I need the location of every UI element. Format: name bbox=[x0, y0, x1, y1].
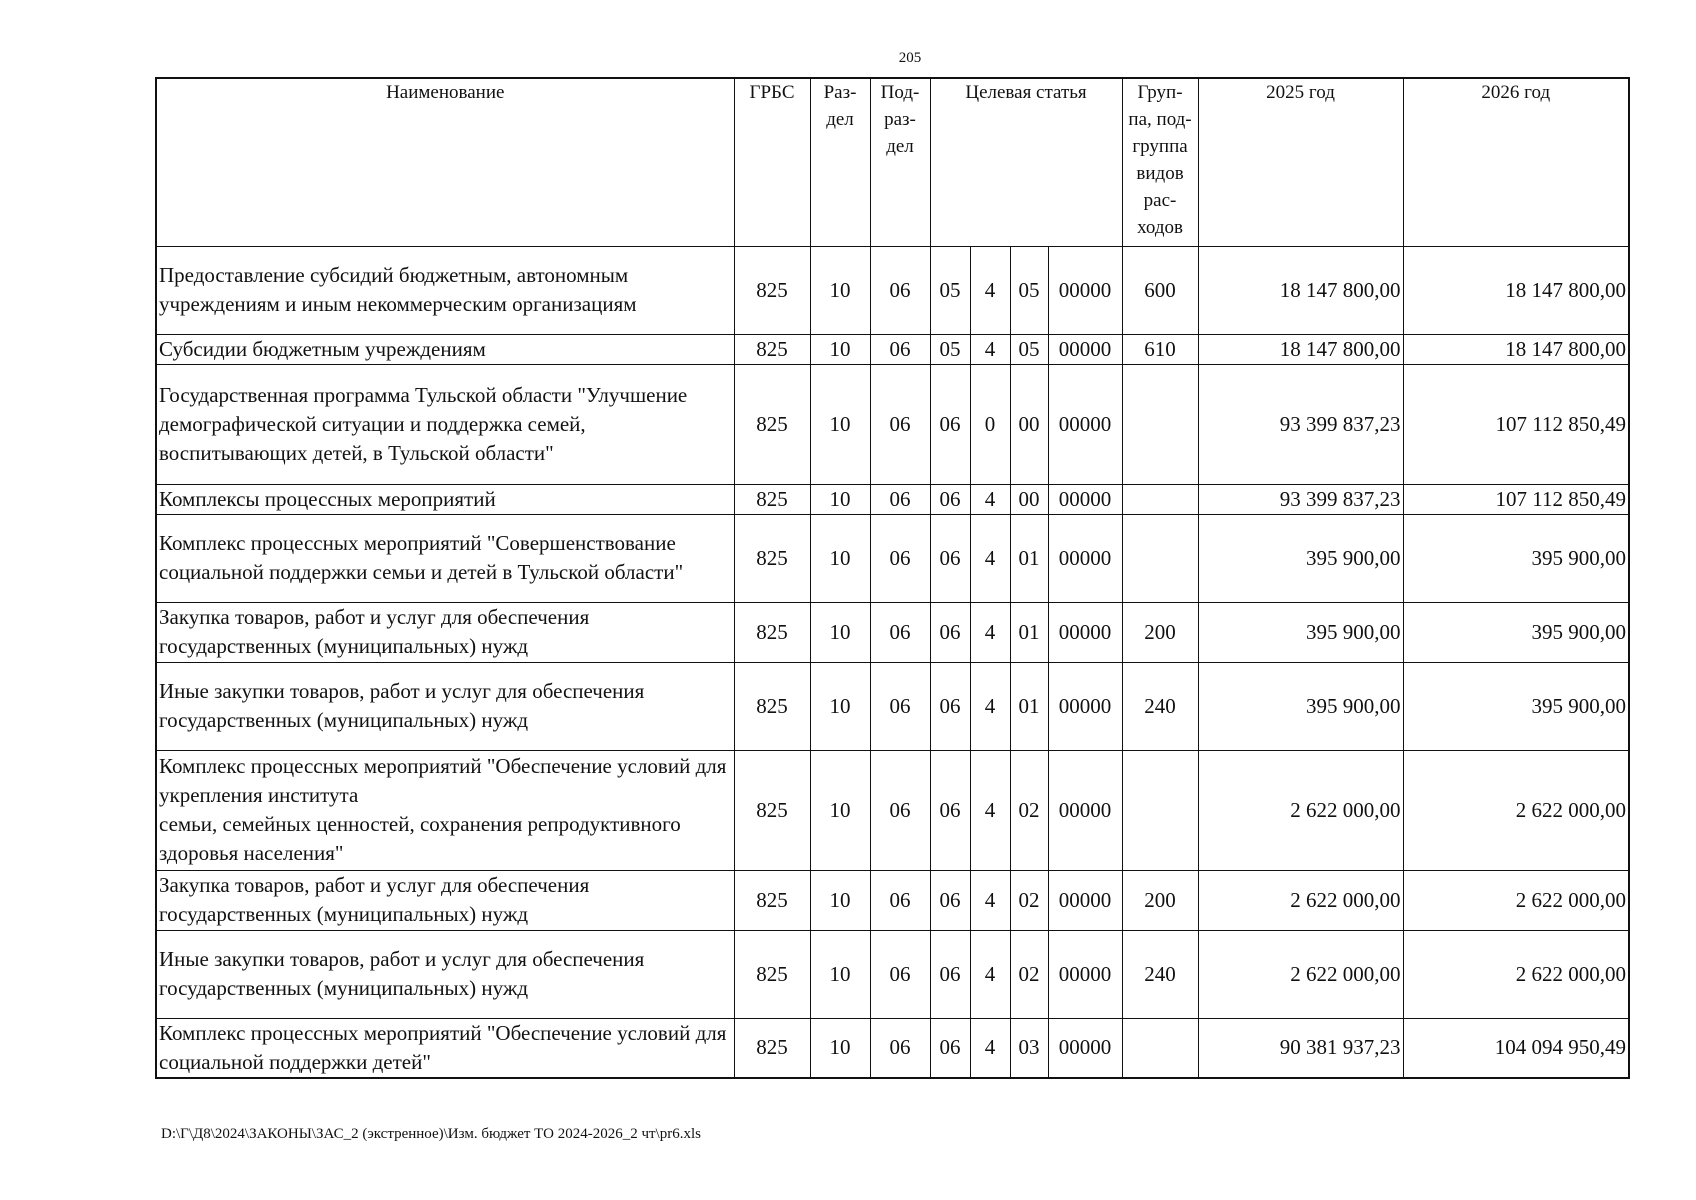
row-target-type: 4 bbox=[970, 484, 1010, 514]
row-target-type: 0 bbox=[970, 364, 1010, 484]
row-amount-2025: 2 622 000,00 bbox=[1198, 930, 1403, 1018]
table-row bbox=[156, 870, 1629, 930]
row-target-subprogram: 00 bbox=[1010, 484, 1048, 514]
row-name: Иные закупки товаров, работ и услуг для обеспечения государственных (муниципальных) нужд bbox=[156, 662, 734, 750]
row-name: Закупка товаров, работ и услуг для обеспечения государственных (муниципальных) нужд bbox=[156, 602, 734, 662]
row-amount-2025: 93 399 837,23 bbox=[1198, 364, 1403, 484]
table-row bbox=[156, 514, 1629, 602]
row-amount-2026: 104 094 950,49 bbox=[1403, 1018, 1629, 1078]
row-target-type: 4 bbox=[970, 870, 1010, 930]
row-target-type: 4 bbox=[970, 334, 1010, 364]
row-podrazdel: 06 bbox=[870, 662, 930, 750]
row-amount-2026: 107 112 850,49 bbox=[1403, 364, 1629, 484]
table-row bbox=[156, 246, 1629, 334]
row-target-subprogram: 03 bbox=[1010, 1018, 1048, 1078]
row-razdel: 10 bbox=[810, 750, 870, 870]
row-amount-2026: 2 622 000,00 bbox=[1403, 870, 1629, 930]
row-expense-group: 610 bbox=[1122, 334, 1198, 364]
row-grbs: 825 bbox=[734, 334, 810, 364]
row-target-program: 06 bbox=[930, 1018, 970, 1078]
row-grbs: 825 bbox=[734, 514, 810, 602]
row-expense-group: 200 bbox=[1122, 870, 1198, 930]
header-grbs: ГРБС bbox=[734, 78, 810, 246]
row-amount-2025: 90 381 937,23 bbox=[1198, 1018, 1403, 1078]
row-target-direction: 00000 bbox=[1048, 334, 1122, 364]
row-podrazdel: 06 bbox=[870, 930, 930, 1018]
row-amount-2025: 93 399 837,23 bbox=[1198, 484, 1403, 514]
row-target-program: 05 bbox=[930, 334, 970, 364]
row-name: Комплекс процессных мероприятий "Обеспечение условий для укрепления института семьи, семейных ценностей, сохранения репродуктивного здоровья населения" bbox=[156, 750, 734, 870]
row-target-subprogram: 05 bbox=[1010, 246, 1048, 334]
row-name: Субсидии бюджетным учреждениям bbox=[156, 334, 734, 364]
row-expense-group: 600 bbox=[1122, 246, 1198, 334]
row-target-type: 4 bbox=[970, 1018, 1010, 1078]
budget-table bbox=[155, 77, 1630, 1079]
row-amount-2025: 2 622 000,00 bbox=[1198, 870, 1403, 930]
row-target-program: 06 bbox=[930, 662, 970, 750]
row-razdel: 10 bbox=[810, 334, 870, 364]
row-name: Комплекс процессных мероприятий "Совершенствование социальной поддержки семьи и детей в Тульской области" bbox=[156, 514, 734, 602]
row-podrazdel: 06 bbox=[870, 870, 930, 930]
row-podrazdel: 06 bbox=[870, 750, 930, 870]
row-grbs: 825 bbox=[734, 750, 810, 870]
row-grbs: 825 bbox=[734, 484, 810, 514]
row-target-type: 4 bbox=[970, 246, 1010, 334]
row-razdel: 10 bbox=[810, 930, 870, 1018]
row-expense-group bbox=[1122, 484, 1198, 514]
row-name: Закупка товаров, работ и услуг для обеспечения государственных (муниципальных) нужд bbox=[156, 870, 734, 930]
table-row bbox=[156, 750, 1629, 870]
row-amount-2026: 18 147 800,00 bbox=[1403, 334, 1629, 364]
row-target-program: 05 bbox=[930, 246, 970, 334]
row-grbs: 825 bbox=[734, 246, 810, 334]
row-grbs: 825 bbox=[734, 364, 810, 484]
row-target-direction: 00000 bbox=[1048, 1018, 1122, 1078]
header-podrazdel: Под- раз- дел bbox=[870, 78, 930, 246]
row-podrazdel: 06 bbox=[870, 514, 930, 602]
row-grbs: 825 bbox=[734, 602, 810, 662]
row-name: Предоставление субсидий бюджетным, автономным учреждениям и иным некоммерческим организациям bbox=[156, 246, 734, 334]
row-amount-2026: 107 112 850,49 bbox=[1403, 484, 1629, 514]
table-row bbox=[156, 334, 1629, 364]
row-target-subprogram: 01 bbox=[1010, 662, 1048, 750]
row-target-program: 06 bbox=[930, 930, 970, 1018]
row-name: Государственная программа Тульской области "Улучшение демографической ситуации и поддержка семей, воспитывающих детей, в Тульской области" bbox=[156, 364, 734, 484]
table-row bbox=[156, 602, 1629, 662]
row-target-type: 4 bbox=[970, 602, 1010, 662]
row-amount-2025: 18 147 800,00 bbox=[1198, 246, 1403, 334]
row-expense-group bbox=[1122, 750, 1198, 870]
row-podrazdel: 06 bbox=[870, 334, 930, 364]
row-target-direction: 00000 bbox=[1048, 514, 1122, 602]
row-expense-group bbox=[1122, 1018, 1198, 1078]
header-year-2025: 2025 год bbox=[1198, 78, 1403, 246]
row-grbs: 825 bbox=[734, 1018, 810, 1078]
row-podrazdel: 06 bbox=[870, 364, 930, 484]
table-header-row bbox=[156, 78, 1629, 246]
row-target-type: 4 bbox=[970, 750, 1010, 870]
row-target-subprogram: 02 bbox=[1010, 870, 1048, 930]
row-razdel: 10 bbox=[810, 364, 870, 484]
row-amount-2026: 395 900,00 bbox=[1403, 662, 1629, 750]
table-row bbox=[156, 484, 1629, 514]
row-razdel: 10 bbox=[810, 662, 870, 750]
row-target-subprogram: 01 bbox=[1010, 602, 1048, 662]
row-expense-group bbox=[1122, 514, 1198, 602]
row-name: Комплексы процессных мероприятий bbox=[156, 484, 734, 514]
header-razdel: Раз- дел bbox=[810, 78, 870, 246]
row-target-subprogram: 02 bbox=[1010, 750, 1048, 870]
row-target-type: 4 bbox=[970, 514, 1010, 602]
row-target-program: 06 bbox=[930, 602, 970, 662]
row-target-direction: 00000 bbox=[1048, 602, 1122, 662]
header-year-2026: 2026 год bbox=[1403, 78, 1629, 246]
table-row bbox=[156, 364, 1629, 484]
row-target-direction: 00000 bbox=[1048, 930, 1122, 1018]
row-target-direction: 00000 bbox=[1048, 246, 1122, 334]
row-target-type: 4 bbox=[970, 662, 1010, 750]
row-target-program: 06 bbox=[930, 364, 970, 484]
page-number: 205 bbox=[898, 50, 922, 66]
row-target-type: 4 bbox=[970, 930, 1010, 1018]
file-path-footer: D:\Г\Д8\2024\ЗАКОНЫ\ЗАС_2 (экстренное)\Изм. бюджет ТО 2024-2026_2 чт\pr6.xls bbox=[161, 1126, 701, 1142]
row-target-direction: 00000 bbox=[1048, 870, 1122, 930]
header-name: Наименование bbox=[156, 78, 734, 246]
row-expense-group: 240 bbox=[1122, 662, 1198, 750]
row-grbs: 825 bbox=[734, 930, 810, 1018]
row-name: Иные закупки товаров, работ и услуг для обеспечения государственных (муниципальных) нужд bbox=[156, 930, 734, 1018]
row-grbs: 825 bbox=[734, 870, 810, 930]
row-target-program: 06 bbox=[930, 750, 970, 870]
row-expense-group: 240 bbox=[1122, 930, 1198, 1018]
row-amount-2025: 395 900,00 bbox=[1198, 602, 1403, 662]
table-row bbox=[156, 930, 1629, 1018]
row-amount-2025: 18 147 800,00 bbox=[1198, 334, 1403, 364]
row-target-direction: 00000 bbox=[1048, 750, 1122, 870]
row-amount-2026: 2 622 000,00 bbox=[1403, 750, 1629, 870]
row-amount-2025: 395 900,00 bbox=[1198, 662, 1403, 750]
row-target-subprogram: 01 bbox=[1010, 514, 1048, 602]
row-target-program: 06 bbox=[930, 870, 970, 930]
row-target-direction: 00000 bbox=[1048, 662, 1122, 750]
row-amount-2026: 395 900,00 bbox=[1403, 602, 1629, 662]
row-podrazdel: 06 bbox=[870, 246, 930, 334]
row-grbs: 825 bbox=[734, 662, 810, 750]
row-target-direction: 00000 bbox=[1048, 364, 1122, 484]
row-razdel: 10 bbox=[810, 514, 870, 602]
row-podrazdel: 06 bbox=[870, 1018, 930, 1078]
table-row bbox=[156, 1018, 1629, 1078]
row-target-program: 06 bbox=[930, 514, 970, 602]
row-target-program: 06 bbox=[930, 484, 970, 514]
row-amount-2026: 18 147 800,00 bbox=[1403, 246, 1629, 334]
row-name: Комплекс процессных мероприятий "Обеспечение условий для социальной поддержки детей" bbox=[156, 1018, 734, 1078]
row-razdel: 10 bbox=[810, 484, 870, 514]
row-podrazdel: 06 bbox=[870, 484, 930, 514]
row-expense-group bbox=[1122, 364, 1198, 484]
row-target-subprogram: 05 bbox=[1010, 334, 1048, 364]
row-amount-2026: 2 622 000,00 bbox=[1403, 930, 1629, 1018]
row-razdel: 10 bbox=[810, 1018, 870, 1078]
header-expense-group: Груп- па, под- группа видов рас- ходов bbox=[1122, 78, 1198, 246]
row-target-direction: 00000 bbox=[1048, 484, 1122, 514]
row-amount-2025: 2 622 000,00 bbox=[1198, 750, 1403, 870]
row-podrazdel: 06 bbox=[870, 602, 930, 662]
row-amount-2026: 395 900,00 bbox=[1403, 514, 1629, 602]
row-razdel: 10 bbox=[810, 246, 870, 334]
row-amount-2025: 395 900,00 bbox=[1198, 514, 1403, 602]
row-expense-group: 200 bbox=[1122, 602, 1198, 662]
table-row bbox=[156, 662, 1629, 750]
header-target-article: Целевая статья bbox=[930, 78, 1122, 246]
row-target-subprogram: 00 bbox=[1010, 364, 1048, 484]
row-target-subprogram: 02 bbox=[1010, 930, 1048, 1018]
row-razdel: 10 bbox=[810, 870, 870, 930]
row-razdel: 10 bbox=[810, 602, 870, 662]
